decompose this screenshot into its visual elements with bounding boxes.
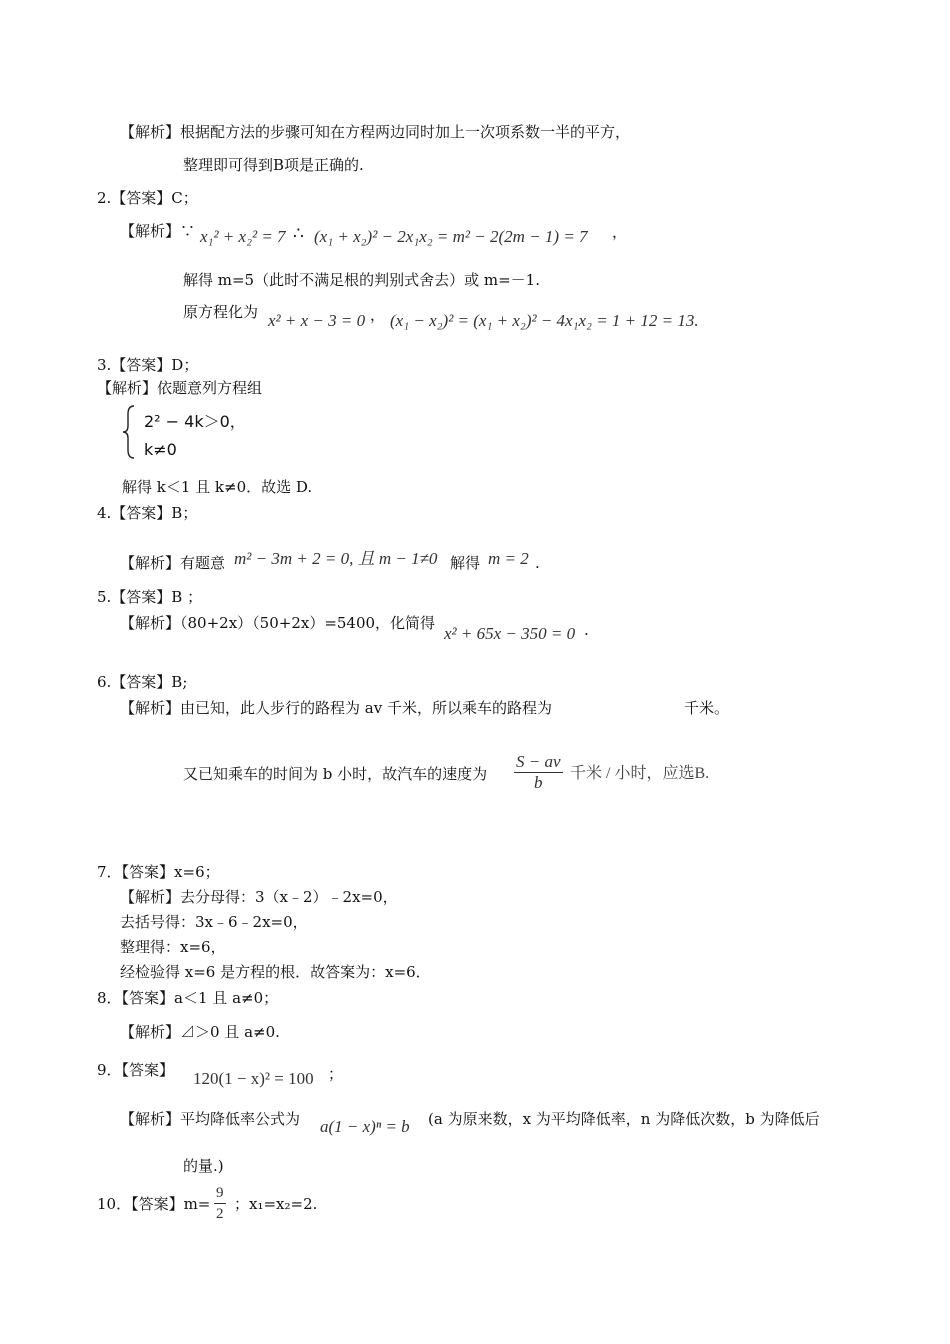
item5-eq: x² + 65x − 350 = 0 [444, 624, 576, 643]
item4-result: m = 2 [488, 549, 529, 568]
item7-analysis-line2: 去括号得：3x﹣6﹣2x=0， [120, 913, 308, 931]
item7-answer: 7．【答案】x=6； [97, 863, 220, 881]
item1-analysis-line1: 【解析】根据配方法的步骤可知在方程两边同时加上一次项系数一半的平方， [120, 123, 631, 141]
item9-analysis-eq: a(1 − x)ⁿ = b [320, 1117, 410, 1136]
item9-answer-end: ； [328, 1065, 344, 1083]
item9-analysis-label: 【解析】平均降低率公式为 [120, 1110, 301, 1128]
item10-frac-numerator: 9 [214, 1183, 226, 1204]
item10-tail: ；x₁=x₂=2. [234, 1195, 318, 1213]
item4-analysis-label: 【解析】有题意 [120, 554, 226, 572]
item6-analysis: 【解析】由已知，此人步行的路程为 av 千米，所以乘车的路程为 [120, 699, 552, 717]
item5-end: . [584, 621, 589, 639]
item2-rewrite-eq2: (x₁ − x₂)² = (x₁ + x₂)² − 4x₁x₂ = 1 + 12 = 13. [390, 311, 699, 330]
item5-answer: 5.【答案】B ； [97, 588, 203, 606]
item7-analysis-line4: 经检验得 x=6 是方程的根．故答案为：x=6． [120, 963, 431, 981]
item2-therefore: ∴ [293, 224, 304, 244]
item3-analysis: 【解析】依题意列方程组 [97, 379, 263, 397]
item2-eq1: x₁² + x₂² = 7 [200, 227, 286, 246]
item1-analysis-line2: 整理即可得到B项是正确的. [183, 156, 364, 174]
item3-system-brace [122, 404, 136, 460]
item8-answer: 8．【答案】a＜1 且 a≠0； [97, 989, 279, 1007]
item9-answer-eq: 120(1 − x)² = 100 [193, 1069, 314, 1088]
item2-rewrite-sep: ， [370, 306, 386, 324]
item6-frac-denominator: b [534, 773, 543, 792]
item10-frac-denominator: 2 [216, 1206, 224, 1222]
item4-solve-label: 解得 [450, 554, 481, 572]
item6-unit: 千米。 [684, 699, 730, 717]
item2-rewrite-eq1: x² + x − 3 = 0 [268, 311, 366, 330]
item2-solution: 解得 m=5（此时不满足根的判别式舍去）或 m=－1. [183, 271, 540, 289]
item10-fraction [214, 1183, 226, 1224]
item6-line2-tail: 千米 / 小时，应选B. [570, 765, 710, 782]
item3-system-line2: k≠0 [144, 440, 177, 459]
item3-system-line1: 2² − 4k＞0， [144, 412, 246, 431]
item3-answer: 3.【答案】D； [97, 356, 199, 374]
item3-conclusion: 解得 k＜1 且 k≠0．故选 D. [122, 478, 313, 496]
item4-eq: m² − 3m + 2 = 0, 且 m − 1≠0 [234, 549, 438, 568]
item2-comma: ， [612, 223, 628, 241]
item9-analysis-line2: 的量.) [183, 1157, 224, 1175]
item6-speed-fraction [514, 752, 563, 793]
item10-answer-label: 10．【答案】m= [97, 1195, 211, 1213]
item5-analysis: 【解析】（80+2x）（50+2x）=5400，化简得 [120, 614, 436, 632]
item7-analysis-line3: 整理得：x=6， [120, 938, 226, 956]
item4-end: . [535, 554, 540, 572]
item2-eq2: (x₁ + x₂)² − 2x₁x₂ = m² − 2(2m − 1) = 7 [314, 227, 588, 246]
item2-analysis-label: 【解析】∵ [120, 222, 196, 240]
item9-analysis-tail: (a 为原来数，x 为平均降低率，n 为降低次数，b 为降低后 [428, 1110, 820, 1128]
item2-rewrite-label: 原方程化为 [183, 303, 259, 321]
item2-answer: 2.【答案】C； [97, 189, 198, 207]
item6-line2: 又已知乘车的时间为 b 小时，故汽车的速度为 [183, 765, 488, 783]
item7-analysis-line1: 【解析】去分母得：3（x﹣2）﹣2x=0， [120, 888, 398, 906]
item4-answer: 4.【答案】B； [97, 504, 198, 522]
item9-answer-label: 9．【答案】 [97, 1061, 175, 1079]
item6-frac-numerator: S − av [516, 752, 561, 771]
item8-analysis: 【解析】⊿＞0 且 a≠0. [120, 1023, 280, 1041]
item6-answer: 6.【答案】B; [97, 673, 188, 691]
